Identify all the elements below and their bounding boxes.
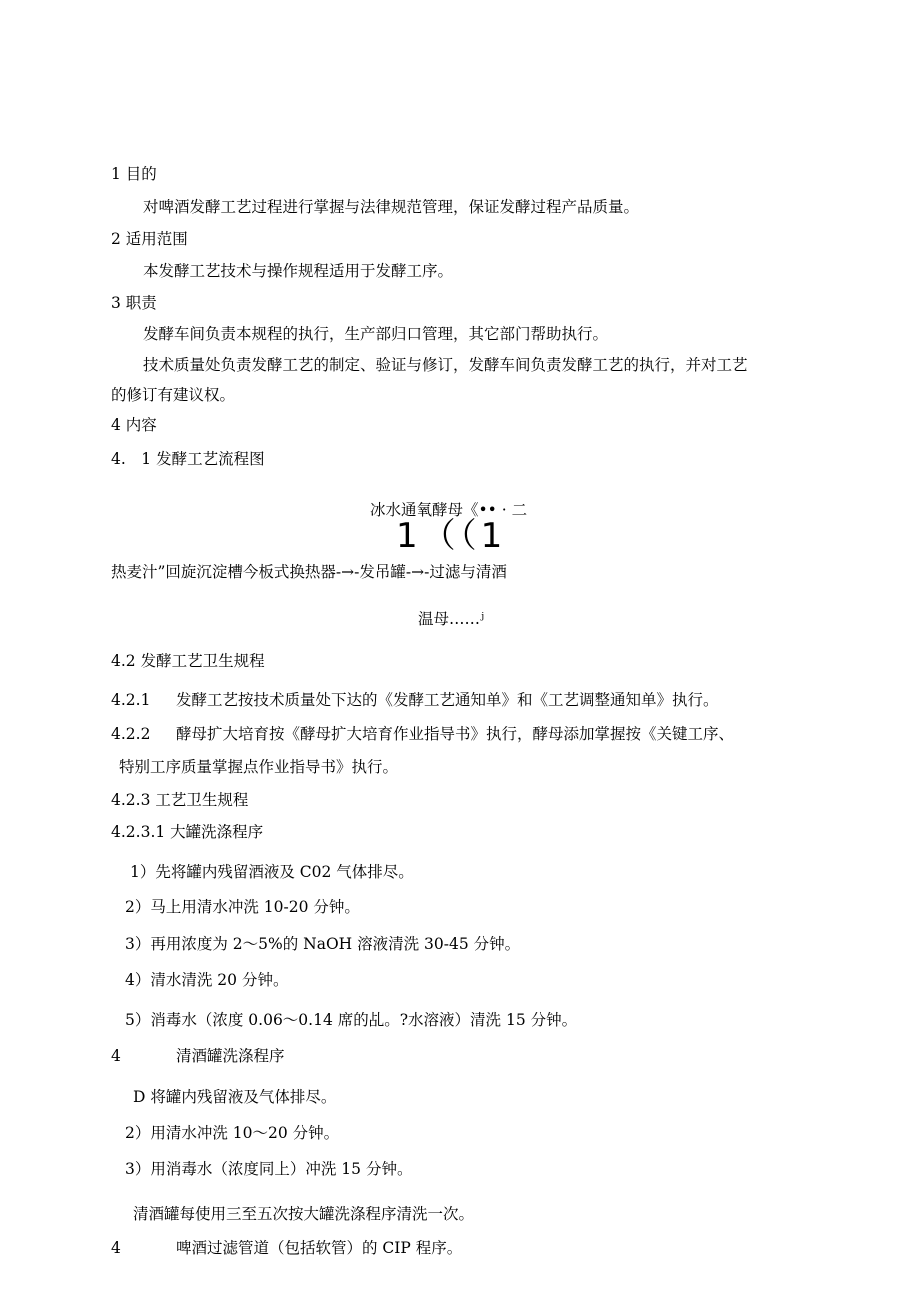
section-3-paragraph-1: 发酵车间负责本规程的执行，生产部归口管理，其它部门帮助执行。 [143,325,609,343]
bright-tank-step-2: 2）用清水冲洗 10～20 分钟。 [125,1124,340,1142]
subsection-4-1-heading: 4. 1 发酵工艺流程图 [111,450,265,468]
flowchart-arrow-marks: 1（（1 [396,516,507,556]
item-4-2-1-text: 发酵工艺按技术质量处下达的《发酵工艺通知单》和《工艺调整通知单》执行。 [176,691,719,709]
tank-wash-step-4: 4）清水清洗 20 分钟。 [125,971,289,989]
tank-wash-step-1: 1）先将罐内残留酒液及 C02 气体排尽。 [130,863,414,881]
bright-tank-step-1: D 将罐内残留液及气体排尽。 [133,1088,337,1106]
cip-section-number: 4 [111,1239,121,1257]
cip-section-heading: 啤酒过滤管道（包括软管）的 CIP 程序。 [176,1239,463,1257]
subsection-4-2-heading: 4.2 发酵工艺卫生规程 [111,652,265,670]
flowchart-bottom-label: 温母……ʲ [418,610,485,628]
item-4-2-2-text: 酵母扩大培育按《酵母扩大培育作业指导书》执行，酵母添加掌握按《关键工序、 [176,725,735,743]
bright-tank-section-number: 4 [111,1047,121,1065]
section-3-paragraph-2-line-2: 的修订有建议权。 [111,386,236,404]
flowchart-top-label: 冰水通氧酵母《•• · 二 [370,501,528,519]
item-4-2-3-1-heading: 4.2.3.1 大罐洗涤程序 [111,823,264,841]
bright-tank-step-3: 3）用消毒水（浓度同上）冲洗 15 分钟。 [125,1160,413,1178]
section-2-heading: 2 适用范围 [111,230,188,248]
section-2-text: 本发酵工艺技术与操作规程适用于发酵工序。 [143,262,454,280]
bright-tank-note: 清酒罐每使用三至五次按大罐洗涤程序清洗一次。 [133,1205,475,1223]
section-4-heading: 4 内容 [111,416,157,434]
flowchart-main-line: 热麦汁”回旋沉淀槽今板式换热器-→-发吊罐-→-过滤与清酒 [111,563,507,581]
section-3-paragraph-2-line-1: 技术质量处负责发酵工艺的制定、验证与修订，发酵车间负责发酵工艺的执行，并对工艺 [143,356,748,374]
section-1-text: 对啤酒发酵工艺过程进行掌握与法律规范管理，保证发酵过程产品质量。 [143,198,640,216]
section-3-heading: 3 职责 [111,294,157,312]
bright-tank-section-heading: 清酒罐洗涤程序 [176,1047,285,1065]
tank-wash-step-3: 3）再用浓度为 2～5%的 NaOH 溶液清洗 30-45 分钟。 [125,935,521,953]
tank-wash-step-2: 2）马上用清水冲洗 10-20 分钟。 [125,898,360,916]
item-4-2-2-number: 4.2.2 [111,725,151,743]
item-4-2-1-number: 4.2.1 [111,691,151,709]
section-1-heading: 1 目的 [111,165,157,183]
item-4-2-3-heading: 4.2.3 工艺卫生规程 [111,791,249,809]
tank-wash-step-5: 5）消毒水（浓度 0.06～0.14 席的乩。?水溶液）清洗 15 分钟。 [125,1011,578,1029]
item-4-2-2-text-continued: 特别工序质量掌握点作业指导书》执行。 [119,758,399,776]
